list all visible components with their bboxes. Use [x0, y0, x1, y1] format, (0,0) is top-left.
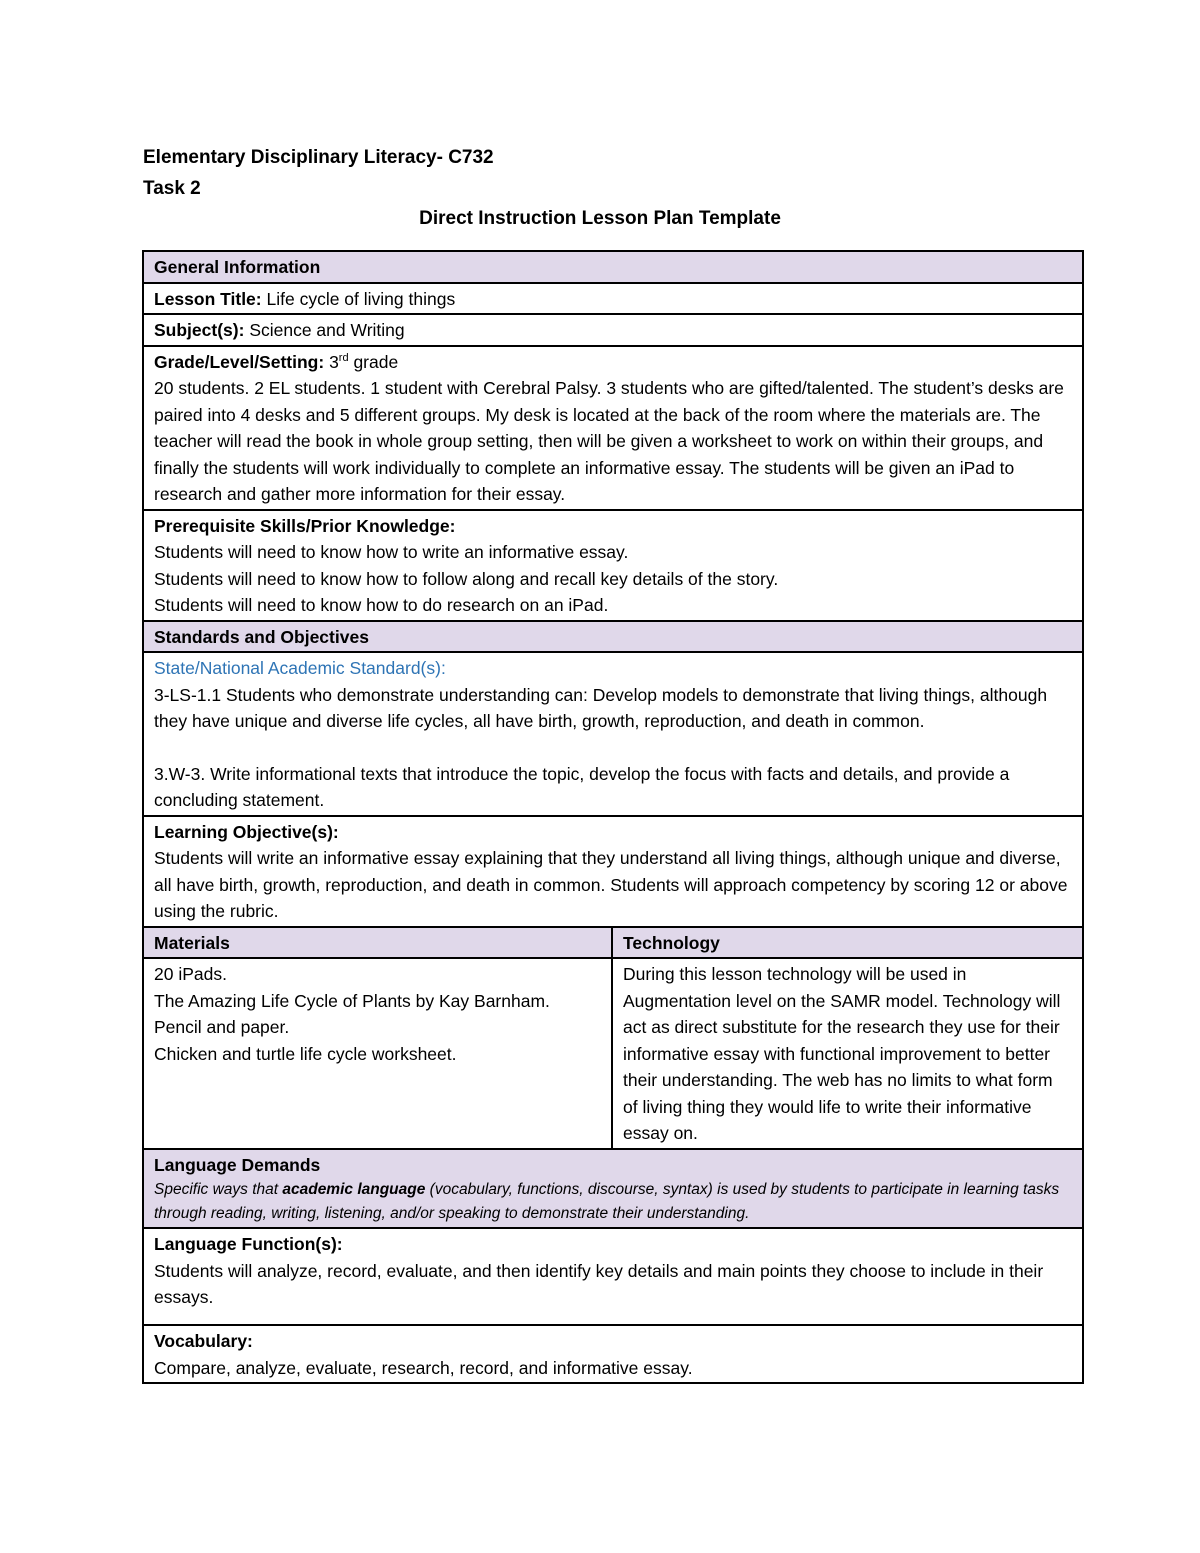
technology-heading: Technology: [612, 927, 1083, 959]
materials-tech-header-row: [143, 927, 1083, 959]
setting-description: 20 students. 2 EL students. 1 student with Cerebral Palsy. 3 students who are gifted/talented. The student’s desks are paired into 4 desks and 5 different groups. My desk is located at the back of the room where the materials are. The teacher will read the book in whole group setting, then will be given a worksheet to work on within their groups, and finally the students will work individually to complete an informative essay. The students will be given an iPad to research and gather more information for their essay.: [154, 378, 1064, 504]
grade-number: 3: [329, 351, 339, 372]
standards-header-row: [143, 621, 1083, 653]
standards-heading: Standards and Objectives: [143, 621, 1083, 653]
prereq-row: [143, 510, 1083, 621]
lesson-plan-table: [142, 250, 1084, 1384]
standard-text: 3.W-3. Write informational texts that introduce the topic, develop the focus with facts and details, and provide a concluding statement.: [154, 763, 1010, 810]
grade-suffix: rd: [338, 351, 349, 364]
vocabulary-row: [143, 1325, 1083, 1383]
language-heading-cell: [143, 1149, 1083, 1229]
task-label: Task 2: [143, 178, 201, 199]
state-standard-label: State/National Academic Standard(s):: [154, 658, 446, 678]
subject-label: Subject(s):: [154, 320, 245, 340]
language-heading: Language Demands: [154, 1154, 321, 1175]
standards-cell: [143, 652, 1083, 816]
material-item: Pencil and paper.: [154, 1017, 290, 1037]
material-item: Chicken and turtle life cycle worksheet.: [154, 1043, 457, 1064]
grade-label: Grade/Level/Setting:: [154, 351, 325, 372]
general-info-header-row: [143, 251, 1083, 283]
general-info-heading: General Information: [143, 251, 1083, 283]
language-header-row: [143, 1149, 1083, 1229]
materials-cell: [143, 958, 612, 1149]
objective-cell: [143, 816, 1083, 927]
objective-label: Learning Objective(s):: [154, 821, 339, 842]
objective-row: [143, 816, 1083, 927]
lesson-title-value: Life cycle of living things: [266, 288, 456, 309]
vocabulary-label: Vocabulary:: [154, 1331, 253, 1351]
material-item: The Amazing Life Cycle of Plants by Kay Barnham.: [154, 990, 550, 1011]
lesson-title-label: Lesson Title:: [154, 288, 262, 309]
vocabulary-cell: [143, 1325, 1083, 1383]
materials-heading: Materials: [143, 927, 612, 959]
materials-tech-row: [143, 958, 1083, 1149]
objective-text: Students will write an informative essay explaining that they understand all living things, although unique and diverse, all have birth, growth, reproduction, and death in common. Students will approach competency by scoring 12 or above using the rubric.: [154, 848, 1068, 921]
language-function-text: Students will analyze, record, evaluate, and then identify key details and main points they choose to include in their essays.: [154, 1260, 1044, 1307]
subject-cell: [143, 314, 1083, 346]
lesson-title-row: [143, 283, 1083, 315]
prereq-item: Students will need to know how to write an informative essay.: [154, 542, 629, 562]
vocabulary-text: Compare, analyze, evaluate, research, record, and informative essay.: [154, 1357, 693, 1378]
prereq-cell: [143, 510, 1083, 621]
subject-value: Science and Writing: [249, 320, 405, 340]
subject-row: [143, 314, 1083, 346]
language-function-cell: [143, 1228, 1083, 1325]
language-function-label: Language Function(s):: [154, 1234, 343, 1254]
academic-language-term: academic language: [282, 1181, 426, 1198]
prereq-item: Students will need to know how to do research on an iPad.: [154, 595, 609, 615]
prereq-item: Students will need to know how to follow along and recall key details of the story.: [154, 568, 779, 589]
document-title: Direct Instruction Lesson Plan Template: [419, 208, 781, 229]
lesson-title-cell: [143, 283, 1083, 315]
grade-word: grade: [353, 351, 399, 372]
language-function-row: [143, 1228, 1083, 1325]
technology-text: During this lesson technology will be used in Augmentation level on the SAMR model. Technology will act as direct substitute for the research they use for their informative essay with functional improvement to better their understanding. The web has no limits to what form of living thing they would life to write their informative essay on.: [623, 964, 1061, 1143]
standards-row: [143, 652, 1083, 816]
standard-text: 3-LS-1.1 Students who demonstrate understanding can: Develop models to demonstrate that living things, although they have unique and diverse life cycles, all have birth, growth, reproduction, and death in common.: [154, 684, 1048, 731]
technology-cell: [612, 958, 1083, 1149]
course-title: Elementary Disciplinary Literacy- C732: [143, 147, 494, 168]
material-item: 20 iPads.: [154, 964, 227, 984]
grade-cell: [143, 346, 1083, 510]
language-description: Specific ways that academic language (vocabulary, functions, discourse, syntax) is used by students to participate in learning tasks through reading, writing, listening, and/or speaking to demonstrate their understanding.: [154, 1181, 1060, 1222]
grade-row: [143, 346, 1083, 510]
prereq-label: Prerequisite Skills/Prior Knowledge:: [154, 515, 456, 536]
